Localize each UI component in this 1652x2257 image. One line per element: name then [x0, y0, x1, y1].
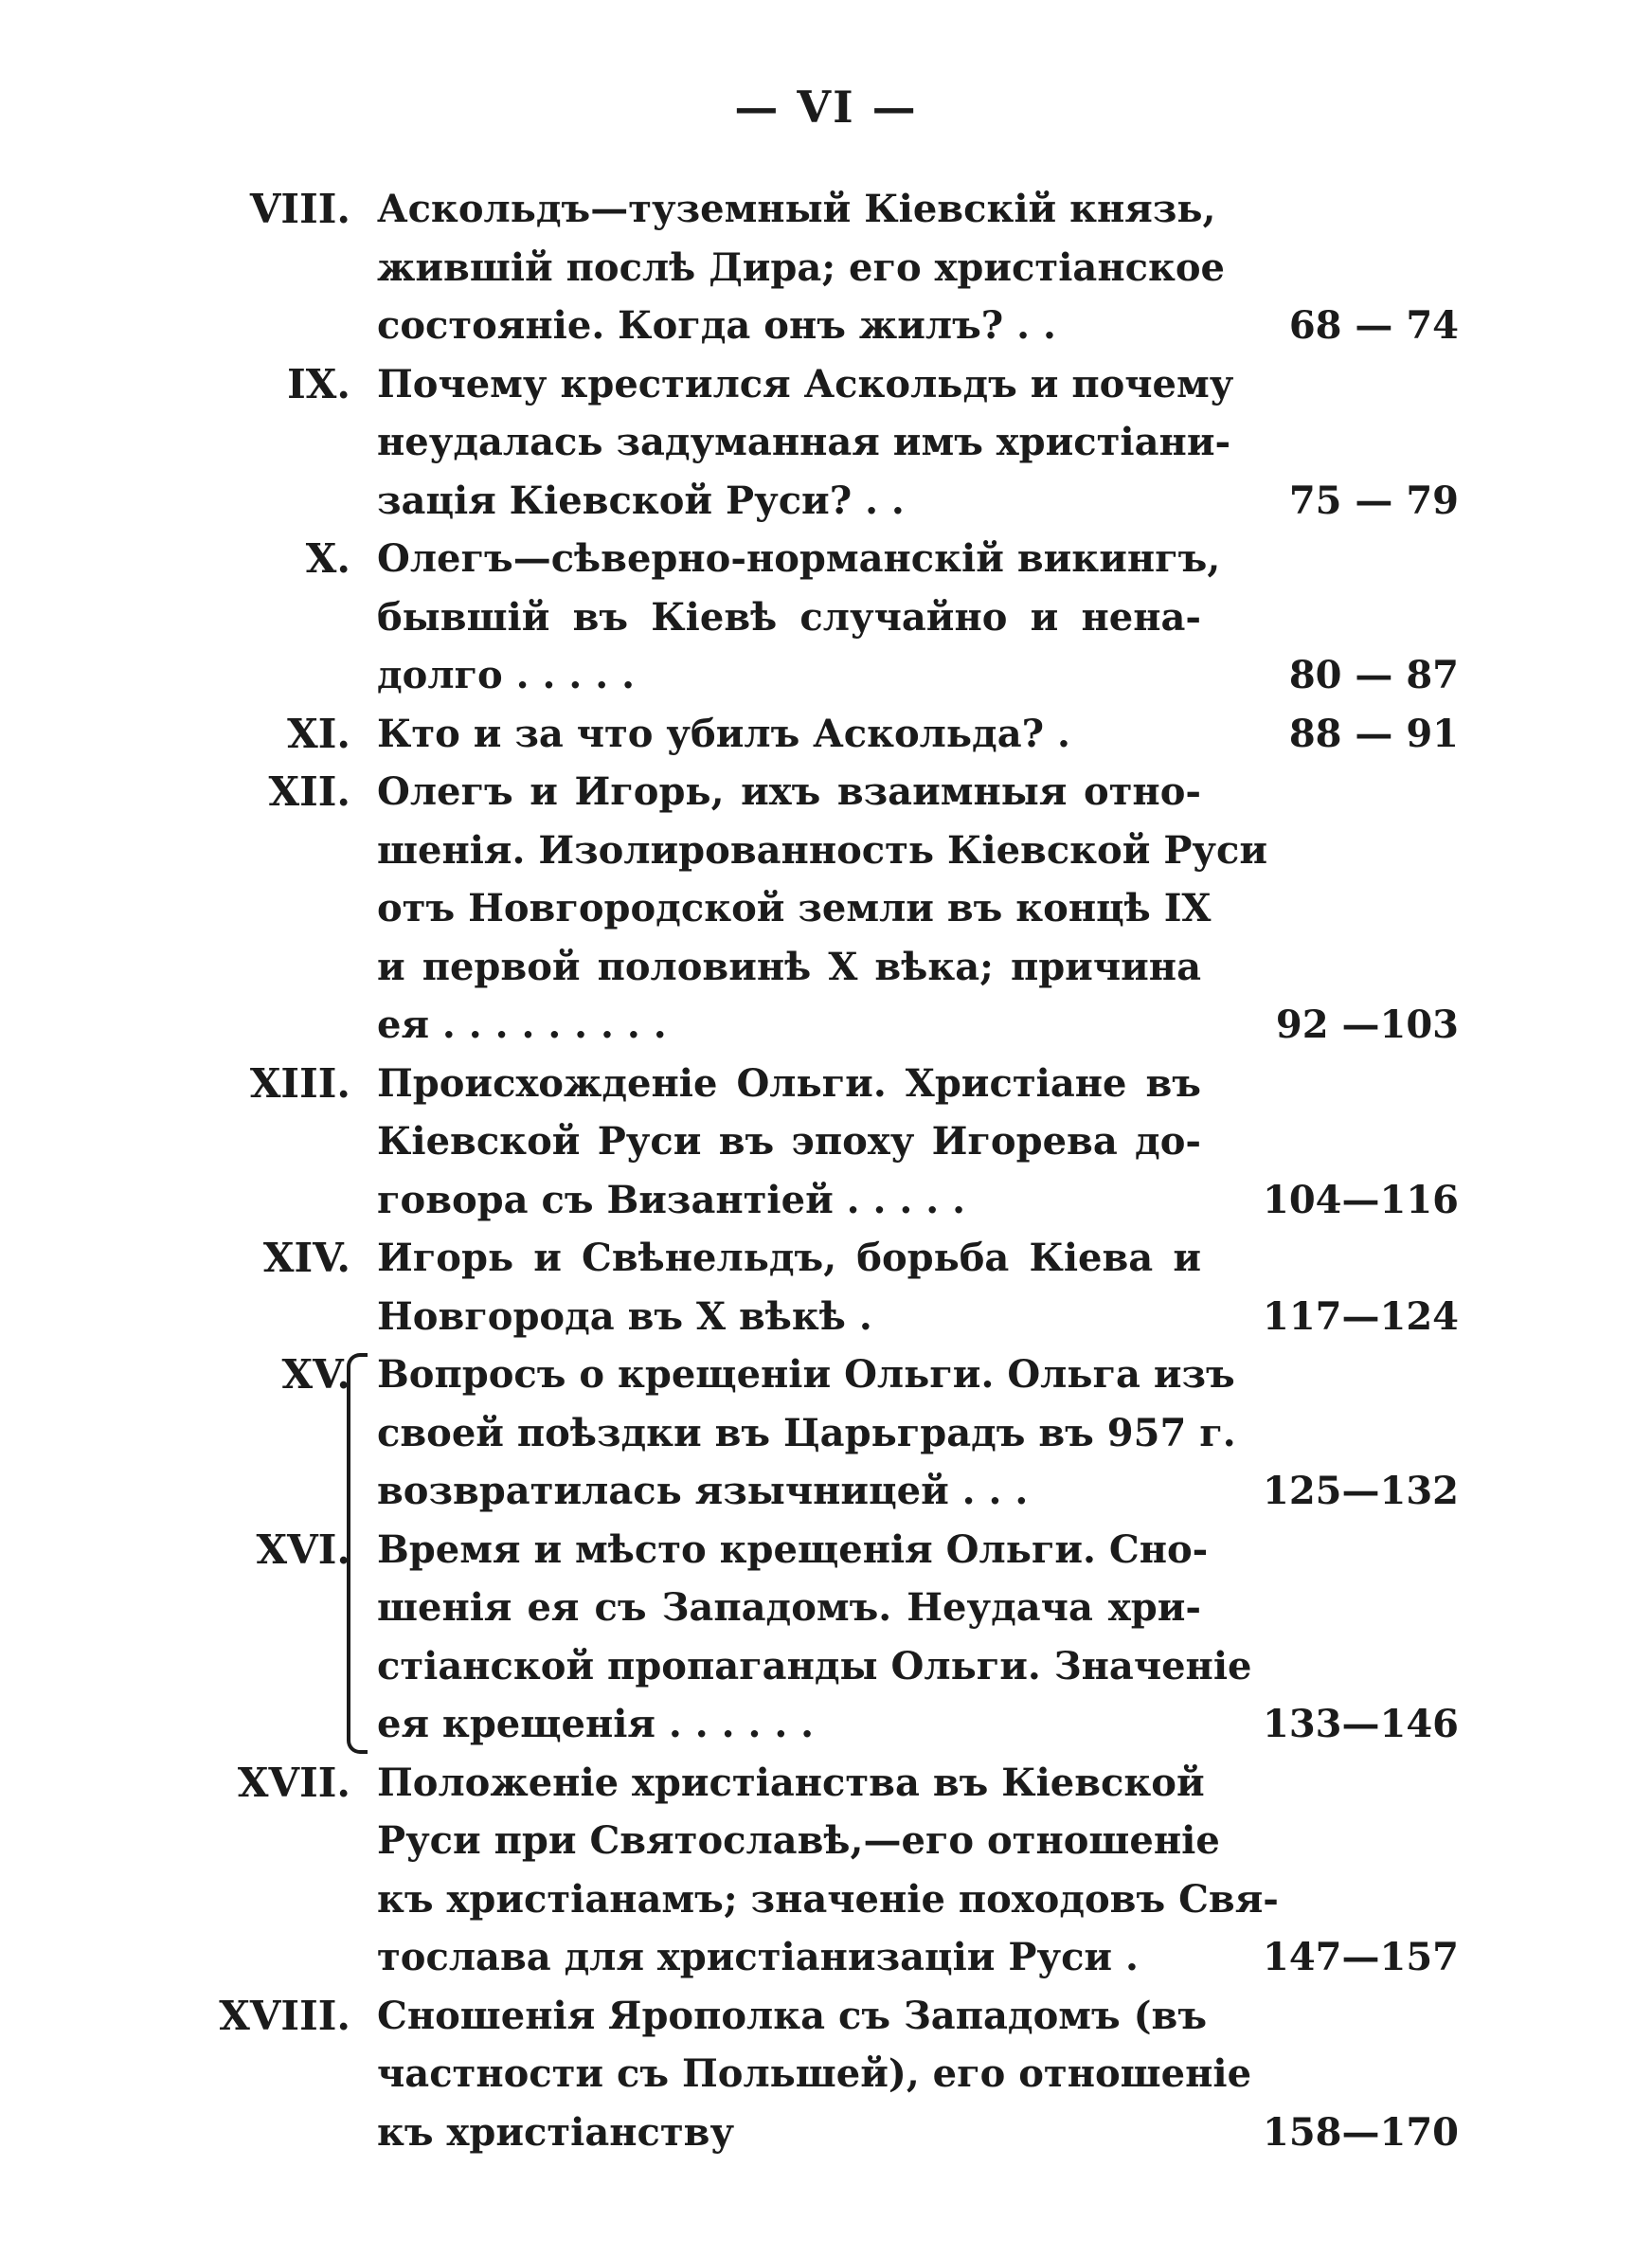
entry-text-line: шенія. Изолированность Кіевской Руси: [377, 827, 1268, 873]
entry-text-line: Сношенія Ярополка съ Западомъ (въ: [377, 1993, 1208, 2038]
entry-text-line: шенія ея съ Западомъ. Неудача хри-: [377, 1585, 1201, 1630]
entry-text-line: ея крещенія . . . . . .: [377, 1702, 815, 1746]
entry-number: XII.: [268, 768, 350, 815]
entry-text-line: Кто и за что убилъ Аскольда? .: [377, 711, 1070, 756]
entry-text-line: Почему крестился Аскольдъ и почему: [377, 361, 1234, 406]
entry-pages: 104—116: [1263, 1177, 1459, 1222]
entry-number: XVIII.: [219, 1992, 350, 2039]
entry-text-line: возвратилась язычницей . . .: [377, 1469, 1029, 1513]
entry-pages: 80 — 87: [1288, 653, 1459, 697]
entry-number: XVI.: [256, 1526, 350, 1573]
entry-text-line: и первой половинѣ X вѣка; причина: [377, 944, 1201, 989]
entry-number: XIV.: [262, 1235, 350, 1281]
entry-text-line: ея . . . . . . . . .: [377, 1002, 667, 1047]
entry-text-line: состояніе. Когда онъ жилъ? . .: [377, 303, 1056, 348]
entry-text-line: частности съ Польшей), его отношеніе: [377, 2051, 1252, 2096]
entry-text-line: отъ Новгородской земли въ концѣ IX: [377, 886, 1212, 930]
entry-pages: 125—132: [1263, 1469, 1459, 1513]
entry-text-line: Время и мѣсто крещенія Ольги. Сно-: [377, 1526, 1209, 1572]
entry-text-line: зація Кіевской Руси? . .: [377, 478, 905, 523]
entry-text-line: Происхожденіе Ольги. Христіане въ: [377, 1060, 1201, 1106]
entry-text-line: къ христіанству: [377, 2109, 735, 2155]
entry-number: XVII.: [237, 1759, 350, 1806]
entry-number: IX.: [287, 360, 350, 407]
entry-text-line: Положеніе христіанства въ Кіевской: [377, 1760, 1205, 1805]
entry-text-line: жившій послѣ Дира; его христіанское: [377, 244, 1225, 290]
page-header: — VI —: [734, 81, 918, 133]
entry-pages: 117—124: [1263, 1293, 1459, 1339]
entry-text-line: Новгорода въ X вѣкѣ .: [377, 1293, 872, 1339]
entry-number: XV.: [281, 1351, 350, 1398]
entry-text-line: къ христіанамъ; значеніе походовъ Свя-: [377, 1876, 1279, 1922]
entry-pages: 88 — 91: [1288, 711, 1459, 756]
entry-text-line: Аскольдъ—туземный Кіевскій князь,: [377, 187, 1216, 231]
entry-text-line: говора съ Византіей . . . . .: [377, 1177, 965, 1222]
entry-pages: 68 — 74: [1288, 303, 1459, 348]
entry-text-line: своей поѣздки въ Царьградъ въ 957 г.: [377, 1410, 1236, 1455]
entry-pages: 75 — 79: [1288, 478, 1459, 523]
entry-text-line: бывшій въ Кіевѣ случайно и нена-: [377, 594, 1201, 640]
entry-text-line: тослава для христіанизаціи Руси .: [377, 1935, 1139, 1979]
entry-pages: 92 —103: [1275, 1002, 1459, 1047]
entry-number: X.: [305, 535, 350, 582]
entry-pages: 147—157: [1263, 1935, 1459, 1979]
entry-pages: 133—146: [1263, 1702, 1459, 1746]
entry-text-line: Олегъ и Игорь, ихъ взаимныя отно-: [377, 769, 1201, 814]
entry-text-line: Руси при Святославѣ,—его отношеніе: [377, 1818, 1220, 1863]
entry-text-line: стіанской пропаганды Ольги. Значеніе: [377, 1643, 1252, 1688]
entry-text-line: неудалась задуманная имъ христіани-: [377, 420, 1231, 464]
entry-number: XI.: [287, 710, 350, 757]
entry-text-line: Кіевской Руси въ эпоху Игорева до-: [377, 1119, 1201, 1164]
entry-pages: 158—170: [1263, 2109, 1459, 2155]
entry-text-line: Игорь и Свѣнельдъ, борьба Кіева и: [377, 1236, 1201, 1280]
entry-text-line: Вопросъ о крещеніи Ольги. Ольга изъ: [377, 1352, 1235, 1397]
entry-text-line: Олегъ—сѣверно-норманскій викингъ,: [377, 536, 1221, 581]
entry-number: VIII.: [249, 186, 350, 232]
entry-number: XIII.: [249, 1059, 350, 1107]
entry-text-line: долго . . . . .: [377, 653, 635, 697]
